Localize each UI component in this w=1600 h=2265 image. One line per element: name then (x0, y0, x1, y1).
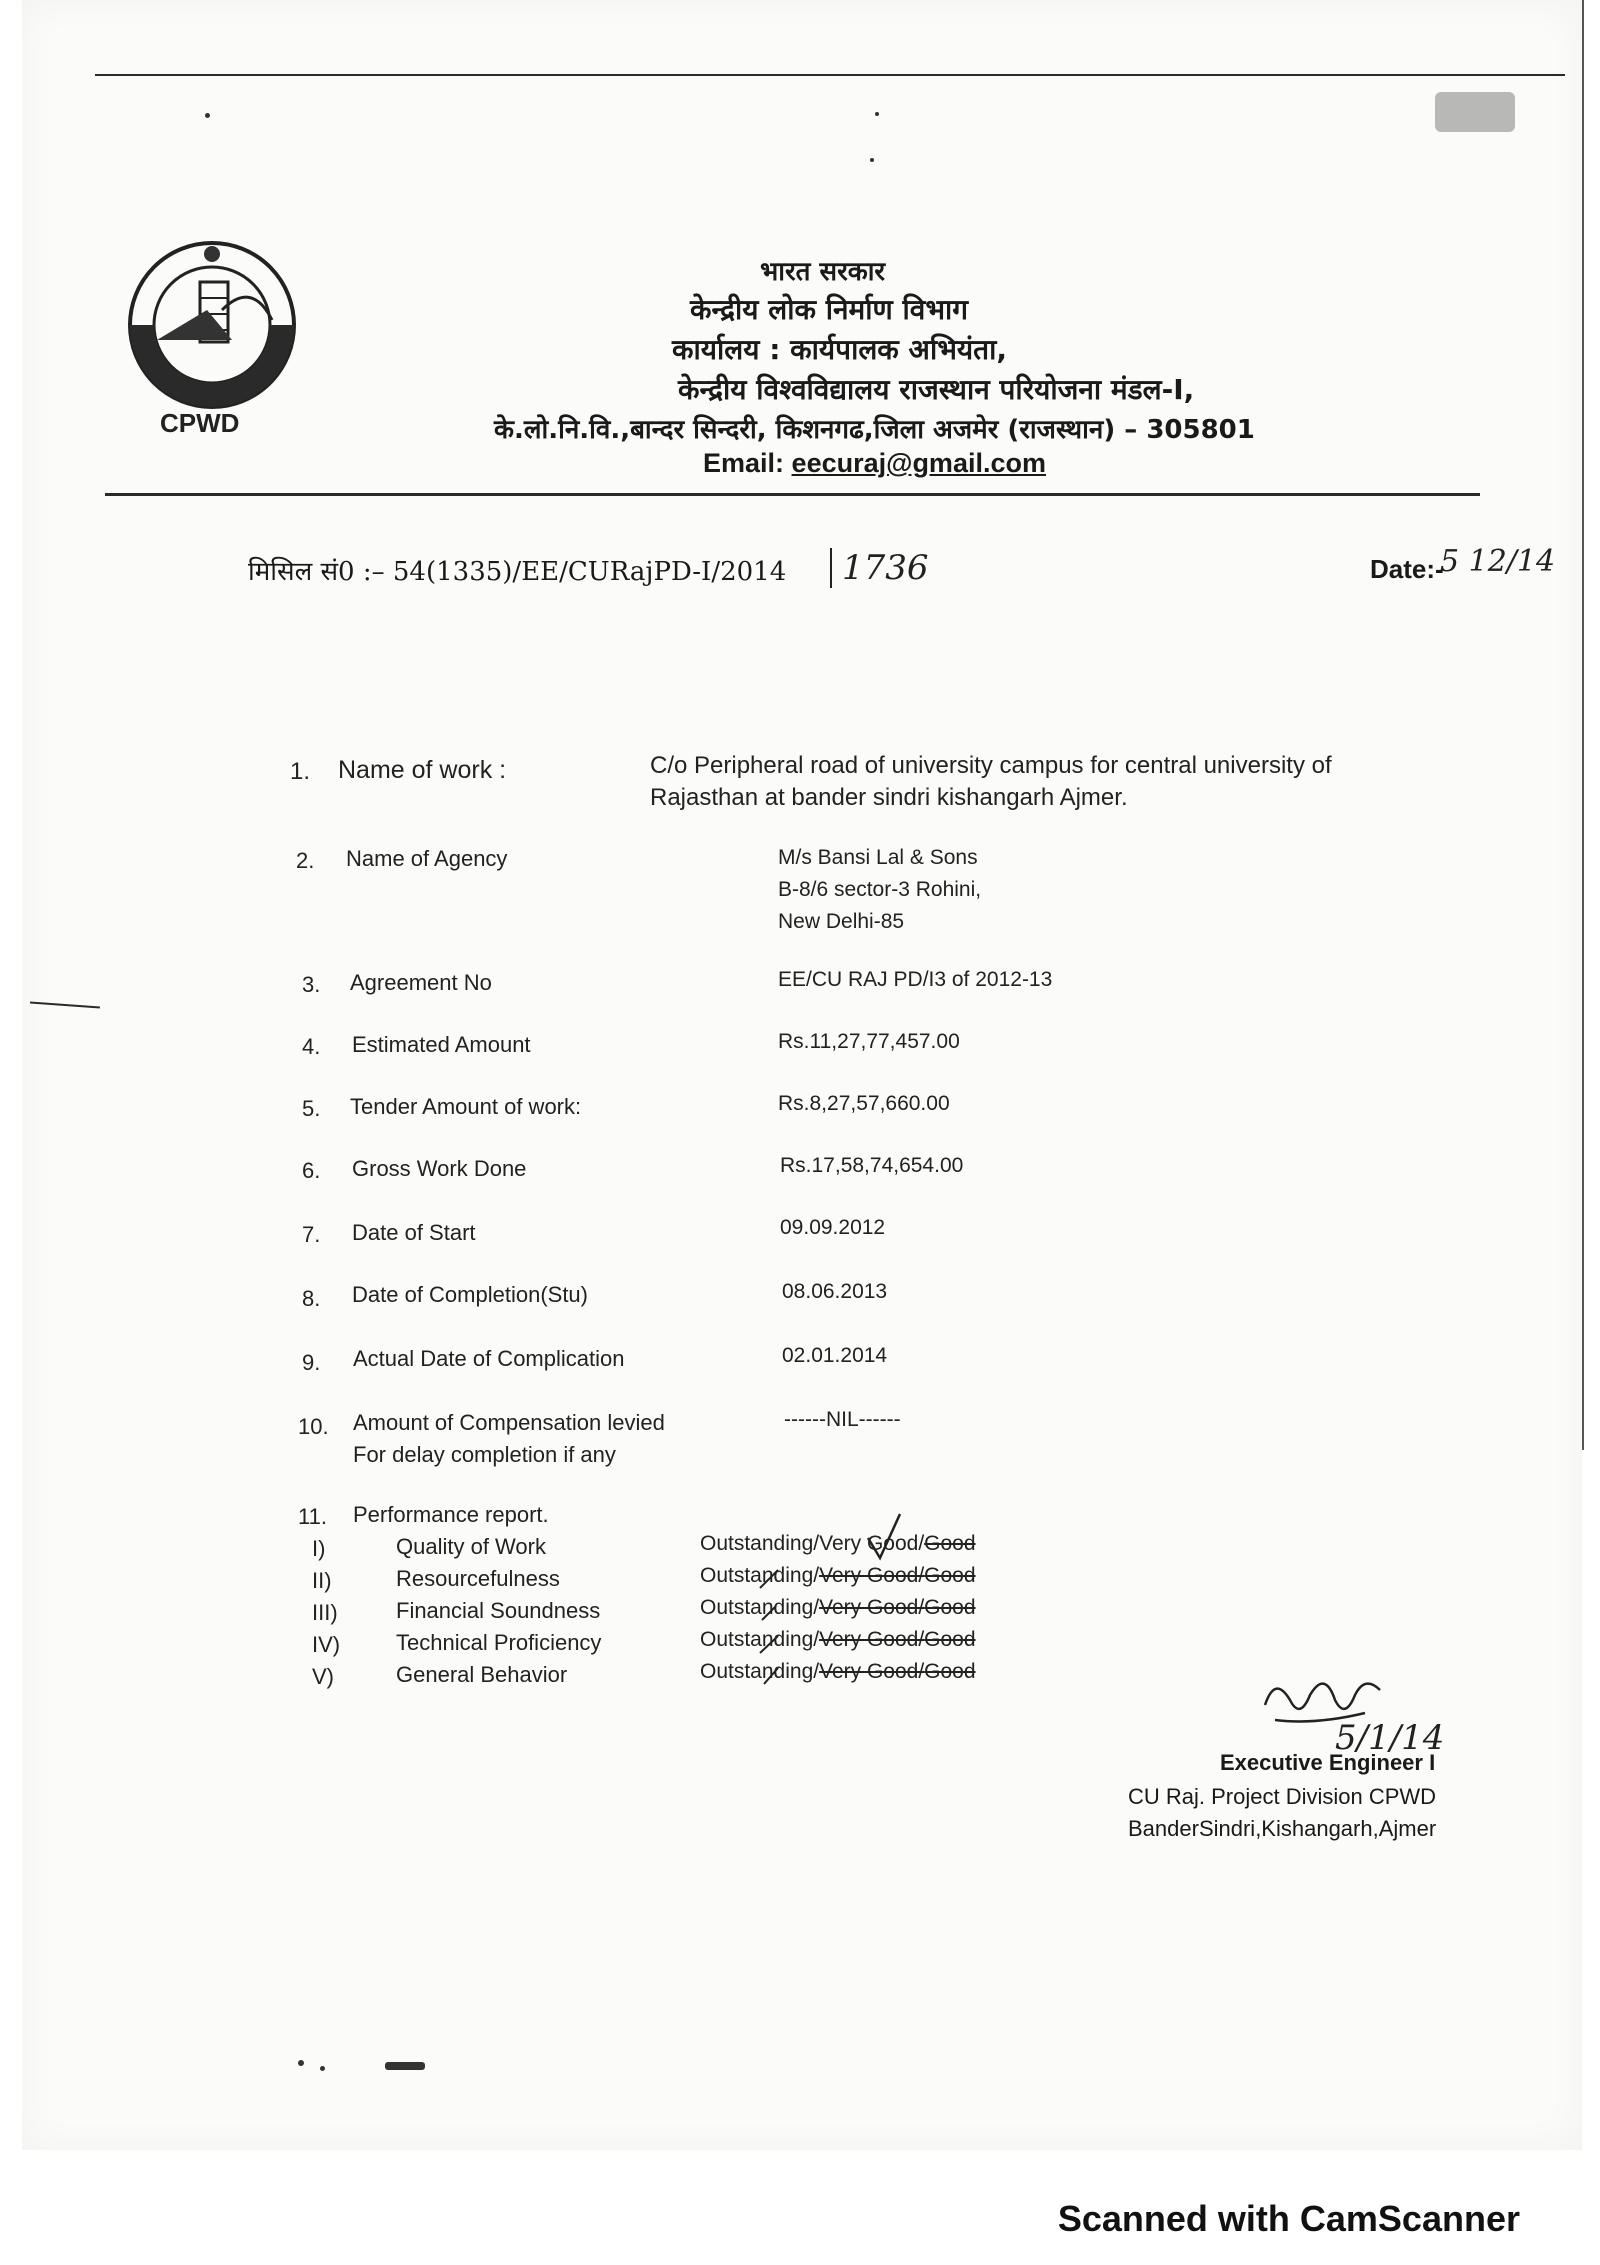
item-2-number: 2. (296, 848, 315, 873)
option-outstanding: Outstanding/ (700, 1628, 820, 1651)
header-line-4: केन्द्रीय विश्वविद्यालय राजस्थान परियोजना मंडल-I, (678, 373, 1195, 406)
perf-row-2-roman: II) (312, 1568, 332, 1593)
header-line-2: केन्द्रीय लोक निर्माण विभाग (690, 293, 969, 326)
option-good: Good (924, 1628, 976, 1651)
header-email (703, 448, 1046, 479)
item-10-value: ------NIL------ (784, 1408, 901, 1431)
logo-text: CPWD (160, 408, 240, 438)
scan-speck (870, 158, 874, 162)
item-9-number: 9. (302, 1350, 321, 1375)
item-1-label: Name of work : (338, 756, 507, 784)
item-3-value: EE/CU RAJ PD/I3 of 2012-13 (778, 968, 1053, 991)
top-rule (95, 74, 1565, 76)
option-outstanding: Outstanding/ (700, 1660, 820, 1683)
option-very-good: Very Good/ (819, 1564, 925, 1587)
item-2-value-line-3: New Delhi-85 (778, 910, 905, 933)
perf-row-4-roman: IV) (312, 1632, 341, 1657)
item-2-value-line-2: B-8/6 sector-3 Rohini, (778, 878, 982, 901)
item-4-value: Rs.11,27,77,457.00 (778, 1030, 960, 1053)
right-edge-line (1582, 0, 1584, 1450)
item-9-label: Actual Date of Complication (353, 1346, 625, 1371)
option-very-good: Very Good/ (819, 1628, 925, 1651)
option-very-good: Very Good/ (819, 1532, 925, 1555)
header-rule (105, 493, 1480, 496)
option-outstanding: Outstanding/ (700, 1596, 820, 1619)
item-1-number: 1. (290, 758, 311, 785)
date-handwritten: 5 12/14 (1440, 544, 1556, 579)
signature-date-handwritten: 5/1/14 (1335, 1718, 1445, 1758)
item-6-label: Gross Work Done (352, 1156, 527, 1181)
item-4-label: Estimated Amount (352, 1032, 531, 1057)
item-8-label: Date of Completion(Stu) (352, 1282, 588, 1307)
perf-row-4-label: Technical Proficiency (396, 1630, 602, 1655)
option-outstanding: Outstanding/ (700, 1564, 820, 1587)
scan-speck (298, 2060, 304, 2066)
item-8-value: 08.06.2013 (782, 1280, 888, 1303)
option-good: Good (924, 1564, 976, 1587)
item-2-label: Name of Agency (346, 846, 508, 871)
item-5-number: 5. (302, 1096, 321, 1121)
perf-row-5-label: General Behavior (396, 1662, 568, 1687)
signature-line-2: CU Raj. Project Division CPWD (1128, 1784, 1437, 1809)
perf-row-1-roman: I) (312, 1536, 326, 1561)
email-link[interactable]: eecuraj@gmail.com (791, 448, 1046, 478)
item-5-value: Rs.8,27,57,660.00 (778, 1092, 950, 1115)
file-number-handwritten: 1736 (830, 548, 929, 588)
item-10-number: 10. (298, 1414, 329, 1439)
item-9-value: 02.01.2014 (782, 1344, 888, 1367)
file-number: मिसिल सं0 :– 54(1335)/EE/CURajPD-I/2014 (248, 557, 787, 587)
header-line-3: कार्यालय : कार्यपालक अभियंता, (672, 333, 1007, 366)
date-label: Date:- (1370, 554, 1444, 584)
item-10-label-line-2: For delay completion if any (353, 1442, 616, 1467)
item-3-number: 3. (302, 972, 321, 997)
option-very-good: Very Good/ (819, 1660, 925, 1683)
item-7-label: Date of Start (352, 1220, 476, 1245)
perf-row-2-label: Resourcefulness (396, 1566, 560, 1591)
perf-row-5-roman: V) (312, 1664, 334, 1689)
item-7-number: 7. (302, 1222, 321, 1247)
option-good: Good (924, 1596, 976, 1619)
performance-title: Performance report. (353, 1502, 549, 1527)
item-6-number: 6. (302, 1158, 321, 1183)
scan-speck (205, 113, 210, 118)
email-label: Email: (703, 448, 785, 478)
item-6-value: Rs.17,58,74,654.00 (780, 1154, 964, 1177)
item-7-value: 09.09.2012 (780, 1216, 886, 1239)
handwritten-ticks (730, 1508, 930, 1698)
header-line-5: के.लो.नि.वि.,बान्दर सिन्दरी, किशनगढ,जिला अजमेर (राजस्थान) – 305801 (494, 415, 1255, 445)
signature-title: Executive Engineer I (1220, 1750, 1436, 1775)
scan-speck (875, 112, 879, 116)
signature-line-3: BanderSindri,Kishangarh,Ajmer (1128, 1816, 1437, 1841)
scan-speck (320, 2066, 325, 2071)
item-10-label-line-1: Amount of Compensation levied (353, 1410, 665, 1435)
item-1-value-line-2: Rajasthan at bander sindri kishangarh Ajmer. (650, 784, 1128, 811)
option-good: Good (924, 1660, 976, 1683)
scanner-watermark: Scanned with CamScanner (1057, 2198, 1520, 2239)
item-4-number: 4. (302, 1034, 321, 1059)
scan-speck (385, 2062, 425, 2070)
header-line-1: भारत सरकार (760, 257, 886, 287)
item-3-label: Agreement No (350, 970, 492, 995)
item-8-number: 8. (302, 1286, 321, 1311)
perf-row-3-roman: III) (312, 1600, 338, 1625)
option-very-good: Very Good/ (819, 1596, 925, 1619)
item-5-label: Tender Amount of work: (350, 1094, 582, 1119)
item-1-value-line-1: C/o Peripheral road of university campus for central university of (650, 752, 1332, 779)
cpwd-logo (112, 240, 332, 440)
perf-row-3-label: Financial Soundness (396, 1598, 601, 1623)
scan-speck (1435, 92, 1515, 132)
item-11-number: 11. (298, 1504, 327, 1529)
option-outstanding: Outstanding/ (700, 1532, 820, 1555)
item-2-value-line-1: M/s Bansi Lal & Sons (778, 846, 978, 869)
perf-row-1-label: Quality of Work (396, 1534, 546, 1559)
option-good: Good (924, 1532, 976, 1555)
